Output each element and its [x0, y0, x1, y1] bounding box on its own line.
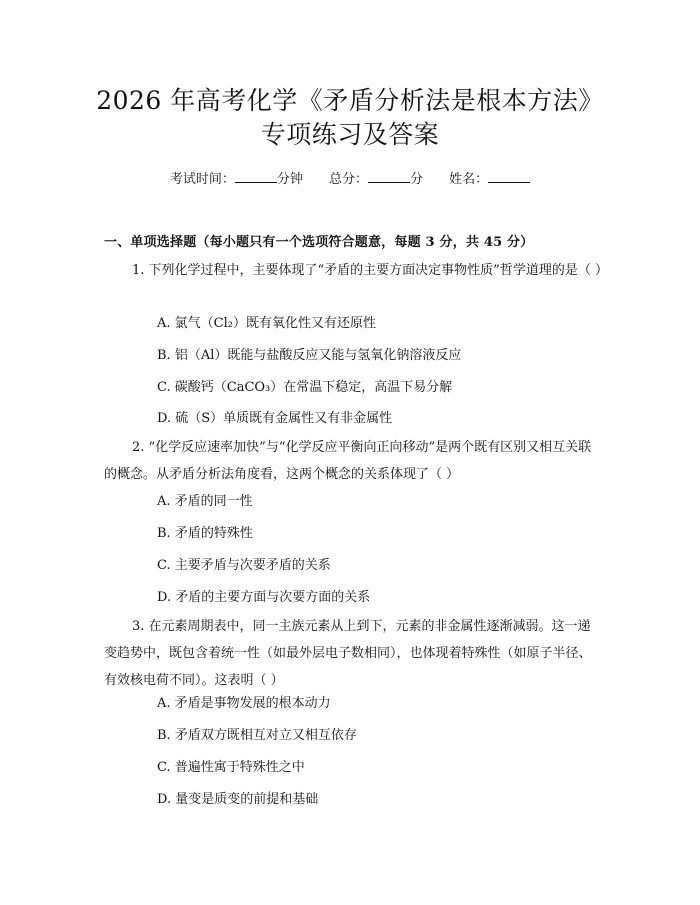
question-2-stem: 2. “化学反应速率加快”与“化学反应平衡向正向移动”是两个既有区别又相互关联的概念。从矛盾分析法角度看，这两个概念的关系体现了（ ）: [104, 440, 592, 482]
question-2-option-b: B. 矛盾的特殊性: [157, 526, 253, 541]
total-score-unit: 分: [410, 172, 424, 187]
exam-time-blank: [235, 171, 277, 183]
exam-time-label: 考试时间：: [169, 172, 235, 187]
exam-time-unit: 分钟: [276, 172, 303, 187]
name-blank: [488, 171, 530, 183]
section-heading: 一、单项选择题（每小题只有一个选项符合题意，每题 3 分，共 45 分）: [104, 235, 534, 250]
question-3-option-b: B. 矛盾双方既相互对立又相互依存: [157, 728, 357, 743]
question-1-option-a: A. 氯气（Cl₂）既有氧化性又有还原性: [157, 316, 376, 331]
question-1-option-b: B. 铝（Al）既能与盐酸反应又能与氢氧化钠溶液反应: [157, 348, 462, 363]
question-1-stem: 1. 下列化学过程中，主要体现了“矛盾的主要方面决定事物性质”哲学道理的是（ ）: [132, 263, 608, 278]
question-1-option-d: D. 硫（S）单质既有金属性又有非金属性: [157, 411, 393, 426]
question-3-stem: 3. 在元素周期表中，同一主族元素从上到下，元素的非金属性逐渐减弱。这一递变趋势中，既包含着统一性（如最外层电子数相同），也体现着特殊性（如原子半径、有效核电荷不同）。这表明（ ）: [104, 619, 592, 688]
total-score-blank: [368, 171, 410, 183]
question-3-option-d: D. 量变是质变的前提和基础: [157, 792, 319, 807]
question-2-option-c: C. 主要矛盾与次要矛盾的关系: [157, 558, 331, 573]
question-3-option-a: A. 矛盾是事物发展的根本动力: [157, 696, 331, 711]
question-3-option-c: C. 普遍性寓于特殊性之中: [157, 760, 305, 775]
question-2-option-d: D. 矛盾的主要方面与次要方面的关系: [157, 590, 371, 605]
exam-info: [0, 168, 700, 187]
question-1-option-c: C. 碳酸钙（CaCO₃）在常温下稳定，高温下易分解: [157, 380, 453, 395]
name-label: 姓名：: [449, 172, 489, 187]
page-title-line2: 专项练习及答案: [260, 120, 440, 149]
question-2-option-a: A. 矛盾的同一性: [157, 494, 253, 509]
page-title-line1: 2026 年高考化学《矛盾分析法是根本方法》: [96, 86, 604, 115]
total-score-label: 总分：: [328, 172, 368, 187]
